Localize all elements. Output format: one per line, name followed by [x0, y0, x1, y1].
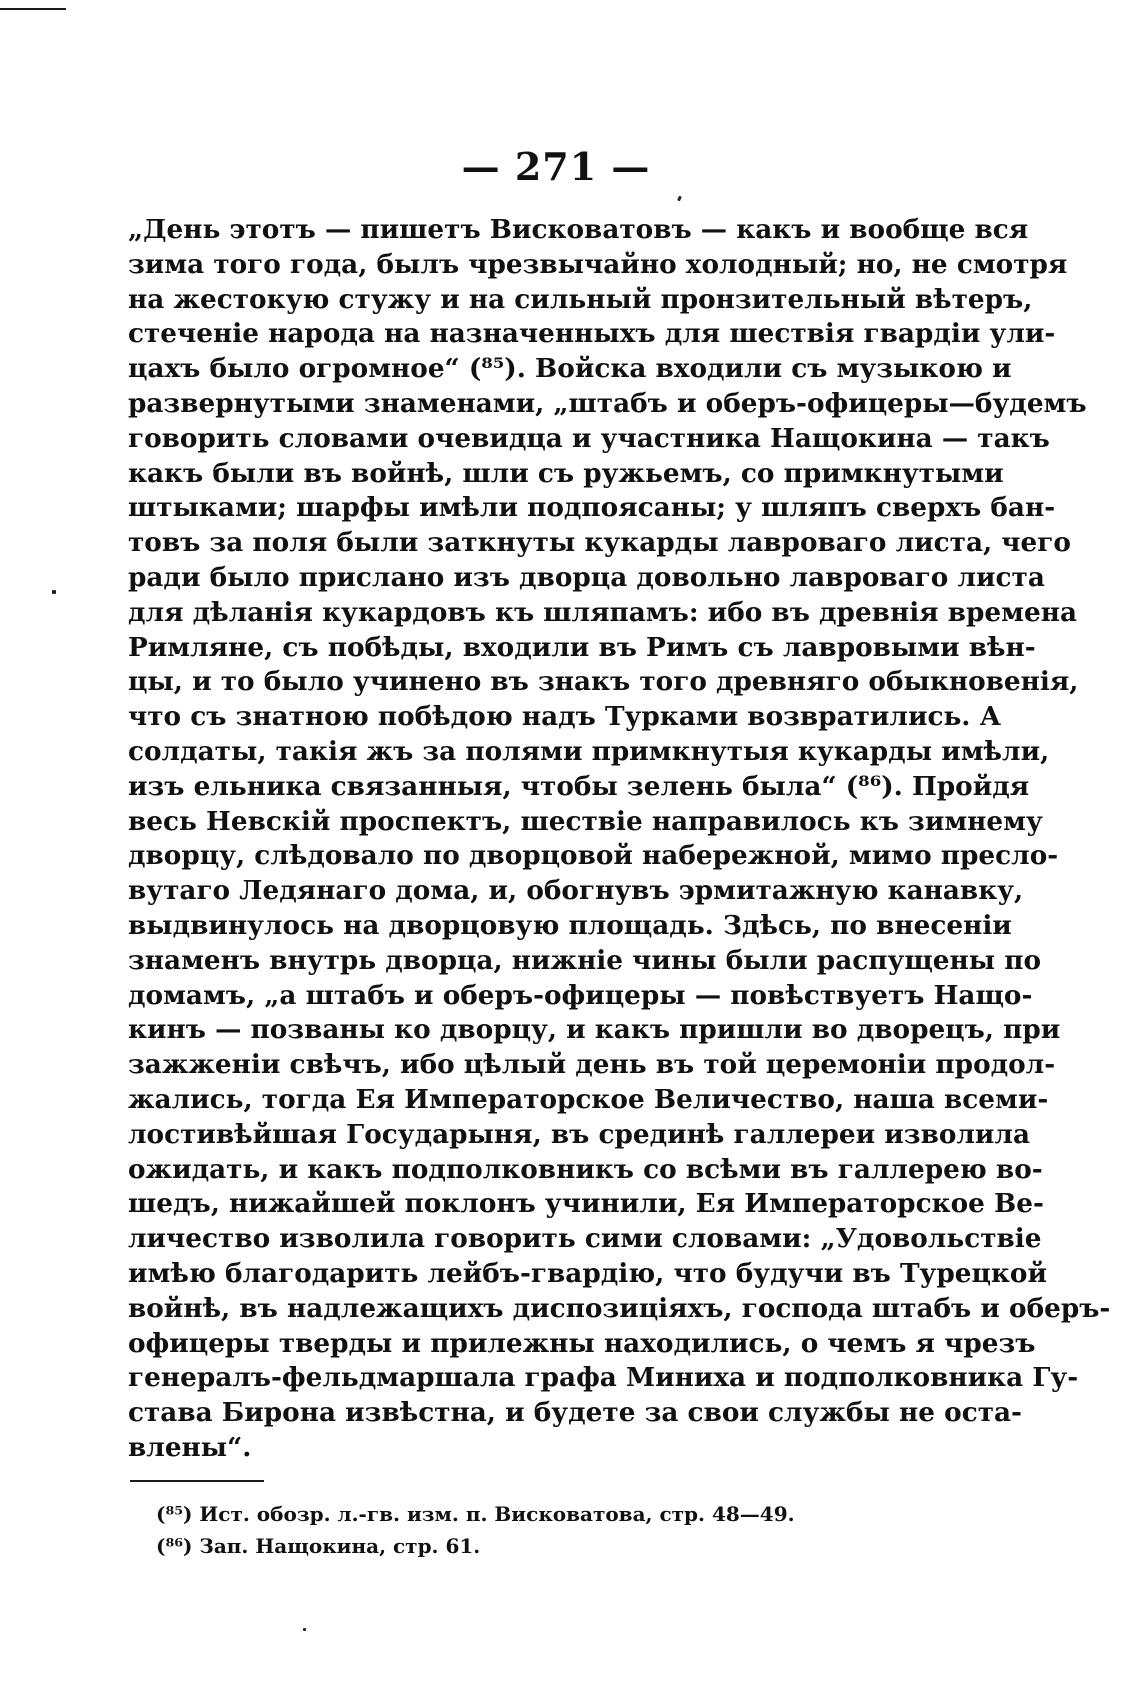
text-line: какъ были въ войнѣ, шли съ ружьемъ, со примкнутыми: [128, 457, 1004, 489]
text-line: кинъ — позваны ко дворцу, и какъ пришли во дворецъ, при: [128, 1014, 1061, 1046]
print-speck: [52, 590, 56, 594]
text-line: для дѣланія кукардовъ къ шляпамъ: ибо въ древнія времена: [128, 596, 1078, 628]
footnote-rule: [130, 1480, 264, 1482]
text-line: ради было прислано изъ дворца довольно лавроваго листа: [128, 561, 1045, 593]
page-number-value: 271: [514, 144, 598, 189]
footnote-85: (⁸⁵) Ист. обозр. л.-гв. изм. п. Висковатова, стр. 48—49.: [156, 1502, 795, 1526]
text-line: изъ ельника связанныя, чтобы зелень была“ (⁸⁶). Пройдя: [128, 770, 1030, 802]
text-line: влены“.: [128, 1431, 252, 1463]
text-line: что съ знатною побѣдою надъ Турками возвратились. А: [128, 701, 1002, 733]
text-line: цахъ было огромное“ (⁸⁵). Войска входили съ музыкою и: [128, 353, 1012, 385]
text-line: домамъ, „а штабъ и оберъ-офицеры — повѣствуетъ Нащо-: [128, 979, 1033, 1011]
print-speck: [303, 1628, 306, 1631]
text-line: личество изволила говорить сими словами: „Удовольствіе: [128, 1223, 1042, 1255]
corner-rule: [0, 8, 66, 10]
footnote-86: (⁸⁶) Зап. Нащокина, стр. 61.: [156, 1534, 481, 1558]
text-line: войнѣ, въ надлежащихъ диспозиціяхъ, господа штабъ и оберъ-: [128, 1292, 1111, 1324]
text-line: на жестокую стужу и на сильный пронзительный вѣтеръ,: [128, 283, 1033, 315]
body-text: [128, 213, 1111, 1466]
text-line: шедъ, нижайшей поклонъ учинили, Ея Императорское Ве-: [128, 1188, 1044, 1220]
text-line: имѣю благодарить лейбъ-гвардію, что будучи въ Турецкой: [128, 1257, 1047, 1289]
text-line: дворцу, слѣдовало по дворцовой набережной, мимо пресло-: [128, 840, 1059, 872]
text-line: выдвинулось на дворцовую площадь. Здѣсь, по внесеніи: [128, 909, 1012, 941]
text-line: штыками; шарфы имѣли подпоясаны; у шляпъ сверхъ бан-: [128, 492, 1056, 524]
text-line: товъ за поля были заткнуты кукарды лавроваго листа, чего: [128, 527, 1071, 559]
text-line: „День этотъ — пишетъ Висковатовъ — какъ и вообще вся: [128, 214, 1029, 245]
text-line: вутаго Ледянаго дома, и, обогнувъ эрмитажную канавку,: [128, 875, 1024, 907]
text-line: говорить словами очевидца и участника Нащокина — такъ: [128, 422, 1050, 454]
text-line: знаменъ внутрь дворца, нижніе чины были распущены по: [128, 944, 1042, 976]
text-line: стеченіе народа на назначенныхъ для шествія гвардіи ули-: [128, 318, 1056, 350]
text-line: става Бирона извѣстна, и будете за свои службы не оста-: [128, 1397, 1022, 1429]
text-line: зима того года, былъ чрезвычайно холодный; но, не смотря: [128, 248, 1068, 280]
page-number-left-dash: —: [461, 144, 501, 189]
text-line: солдаты, такія жъ за полями примкнутыя кукарды имѣли,: [128, 735, 1050, 767]
text-line: Римляне, съ побѣды, входили въ Римъ съ лавровыми вѣн-: [128, 631, 1036, 663]
text-line: зажженіи свѣчъ, ибо цѣлый день въ той церемоніи продол-: [128, 1049, 1056, 1081]
footnotes: [156, 1498, 795, 1562]
text-line: лостивѣйшая Государыня, въ срединѣ галлереи изволила: [128, 1118, 1031, 1150]
text-line: цы, и то было учинено въ знакъ того древняго обыкновенія,: [128, 666, 1079, 698]
print-speck: [677, 196, 682, 202]
text-line: ожидать, и какъ подполковникъ со всѣми въ галлерею во-: [128, 1153, 1043, 1185]
page-number: [0, 144, 1126, 189]
text-line: весь Невскій проспектъ, шествіе направилось къ зимнему: [128, 805, 1043, 837]
text-line: генералъ-фельдмаршала графа Миниха и подполковника Гу-: [128, 1362, 1079, 1394]
page-number-right-dash: —: [611, 144, 651, 189]
text-line: жались, тогда Ея Императорское Величество, наша всеми-: [128, 1083, 1049, 1115]
text-line: офицеры тверды и прилежны находились, о чемъ я чрезъ: [128, 1327, 1036, 1359]
text-line: развернутыми знаменами, „штабъ и оберъ-офицеры—будемъ: [128, 387, 1087, 419]
